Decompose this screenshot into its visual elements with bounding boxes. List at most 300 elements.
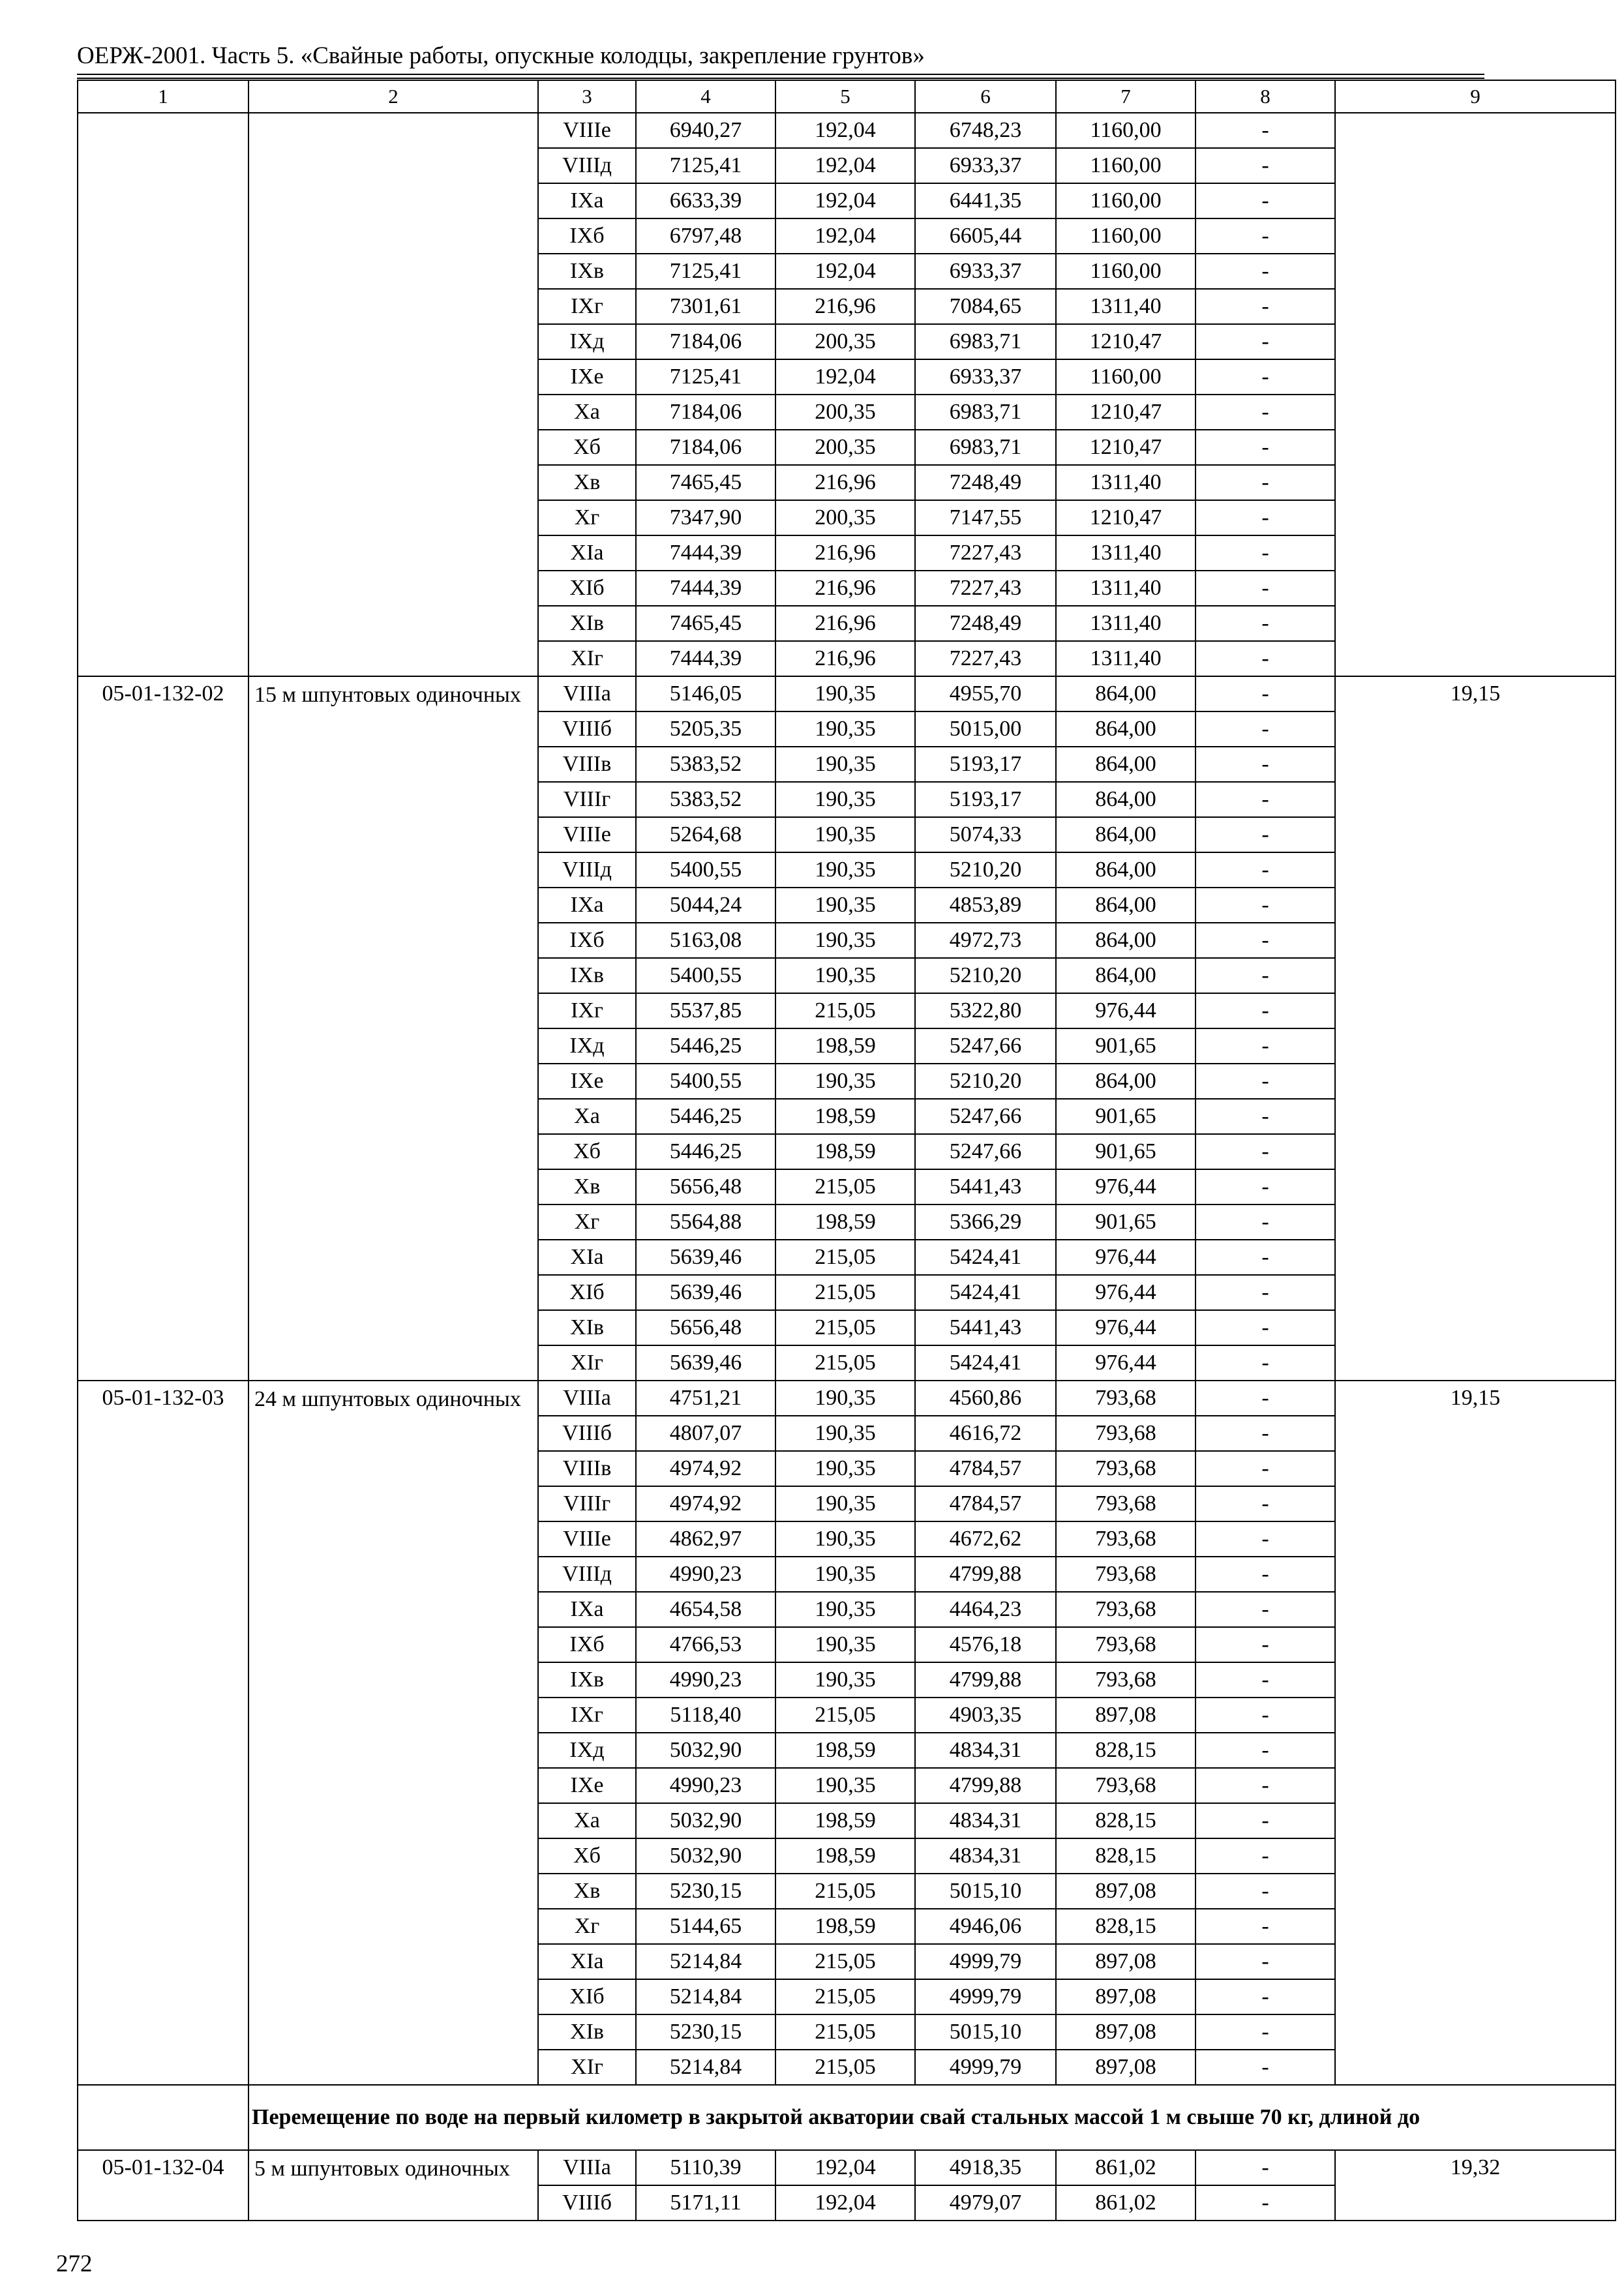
zone-cell: VIIIа xyxy=(538,676,636,711)
wages-cell: 190,35 xyxy=(775,1592,915,1627)
machines-cell: 4903,35 xyxy=(915,1698,1056,1733)
column-number-row xyxy=(78,80,1616,113)
zone-cell: XIг xyxy=(538,641,636,676)
machinist-wages-cell: 828,15 xyxy=(1056,1838,1195,1874)
machines-cell: 4834,31 xyxy=(915,1803,1056,1838)
rate-description-cell: 5 м шпунтовых одиночных xyxy=(248,2150,538,2221)
rate-code-cell: 05-01-132-04 xyxy=(78,2150,248,2221)
machines-cell: 5424,41 xyxy=(915,1345,1056,1381)
machinist-wages-cell: 901,65 xyxy=(1056,1204,1195,1240)
zone-cell: VIIIб xyxy=(538,711,636,747)
total-cost-cell: 5214,84 xyxy=(636,1979,775,2014)
wages-cell: 215,05 xyxy=(775,993,915,1028)
zone-cell: IXд xyxy=(538,1733,636,1768)
machinist-wages-cell: 793,68 xyxy=(1056,1486,1195,1521)
zone-cell: IXд xyxy=(538,324,636,359)
header-rule xyxy=(77,78,1484,79)
materials-cell: - xyxy=(1195,852,1335,888)
machines-cell: 7248,49 xyxy=(915,465,1056,500)
materials-cell: - xyxy=(1195,676,1335,711)
wages-cell: 190,35 xyxy=(775,1486,915,1521)
wages-cell: 215,05 xyxy=(775,1240,915,1275)
materials-cell: - xyxy=(1195,1768,1335,1803)
column-number-cell: 5 xyxy=(775,80,915,113)
rate-description-cell: 15 м шпунтовых одиночных xyxy=(248,676,538,1381)
total-cost-cell: 7184,06 xyxy=(636,395,775,430)
table-row xyxy=(78,2150,1616,2185)
wages-cell: 216,96 xyxy=(775,535,915,571)
machines-cell: 7227,43 xyxy=(915,535,1056,571)
materials-cell: - xyxy=(1195,571,1335,606)
machines-cell: 5424,41 xyxy=(915,1275,1056,1310)
machines-cell: 4784,57 xyxy=(915,1486,1056,1521)
zone-cell: VIIIб xyxy=(538,2185,636,2221)
wages-cell: 190,35 xyxy=(775,1381,915,1416)
wages-cell: 216,96 xyxy=(775,606,915,641)
zone-cell: XIг xyxy=(538,1345,636,1381)
wages-cell: 192,04 xyxy=(775,148,915,183)
page-header: ОЕРЖ-2001. Часть 5. «Свайные работы, опускные колодцы, закрепление грунтов» xyxy=(77,42,925,69)
materials-cell: - xyxy=(1195,1064,1335,1099)
zone-cell: XIг xyxy=(538,2050,636,2085)
zone-cell: IXе xyxy=(538,1064,636,1099)
materials-cell: - xyxy=(1195,1134,1335,1169)
zone-cell: IXа xyxy=(538,1592,636,1627)
machines-cell: 5322,80 xyxy=(915,993,1056,1028)
zone-cell: VIIIг xyxy=(538,782,636,817)
total-cost-cell: 5110,39 xyxy=(636,2150,775,2185)
zone-cell: VIIIе xyxy=(538,113,636,148)
wages-cell: 215,05 xyxy=(775,1944,915,1979)
machines-cell: 6605,44 xyxy=(915,218,1056,254)
wages-cell: 216,96 xyxy=(775,641,915,676)
machines-cell: 5074,33 xyxy=(915,817,1056,852)
materials-cell: - xyxy=(1195,782,1335,817)
machines-cell: 4972,73 xyxy=(915,923,1056,958)
machinist-wages-cell: 864,00 xyxy=(1056,782,1195,817)
wages-cell: 190,35 xyxy=(775,711,915,747)
zone-cell: XIа xyxy=(538,1240,636,1275)
wages-cell: 198,59 xyxy=(775,1733,915,1768)
machinist-wages-cell: 1160,00 xyxy=(1056,218,1195,254)
machines-cell: 4616,72 xyxy=(915,1416,1056,1451)
machinist-wages-cell: 793,68 xyxy=(1056,1627,1195,1662)
materials-cell: - xyxy=(1195,1909,1335,1944)
column-number-cell: 8 xyxy=(1195,80,1335,113)
total-cost-cell: 7125,41 xyxy=(636,148,775,183)
total-cost-cell: 5537,85 xyxy=(636,993,775,1028)
machines-cell: 4784,57 xyxy=(915,1451,1056,1486)
labor-cost-cell xyxy=(1335,113,1616,676)
materials-cell: - xyxy=(1195,1838,1335,1874)
machinist-wages-cell: 1311,40 xyxy=(1056,465,1195,500)
machinist-wages-cell: 897,08 xyxy=(1056,1979,1195,2014)
zone-cell: IXб xyxy=(538,923,636,958)
zone-cell: Xб xyxy=(538,1134,636,1169)
machinist-wages-cell: 897,08 xyxy=(1056,2050,1195,2085)
machines-cell: 4799,88 xyxy=(915,1662,1056,1698)
total-cost-cell: 5383,52 xyxy=(636,782,775,817)
machinist-wages-cell: 793,68 xyxy=(1056,1768,1195,1803)
rate-description-cell xyxy=(248,113,538,676)
zone-cell: VIIIд xyxy=(538,148,636,183)
materials-cell: - xyxy=(1195,289,1335,324)
column-number-cell: 2 xyxy=(248,80,538,113)
zone-cell: Xа xyxy=(538,1099,636,1134)
materials-cell: - xyxy=(1195,1698,1335,1733)
machines-cell: 4834,31 xyxy=(915,1838,1056,1874)
zone-cell: Xа xyxy=(538,395,636,430)
materials-cell: - xyxy=(1195,1169,1335,1204)
machinist-wages-cell: 976,44 xyxy=(1056,1169,1195,1204)
total-cost-cell: 7444,39 xyxy=(636,571,775,606)
rate-code-cell: 05-01-132-03 xyxy=(78,1381,248,2085)
wages-cell: 190,35 xyxy=(775,782,915,817)
total-cost-cell: 5230,15 xyxy=(636,2014,775,2050)
zone-cell: VIIIб xyxy=(538,1416,636,1451)
total-cost-cell: 6633,39 xyxy=(636,183,775,218)
column-number-cell: 1 xyxy=(78,80,248,113)
machines-cell: 5210,20 xyxy=(915,1064,1056,1099)
table-row xyxy=(78,113,1616,148)
materials-cell: - xyxy=(1195,1592,1335,1627)
wages-cell: 198,59 xyxy=(775,1099,915,1134)
materials-cell: - xyxy=(1195,641,1335,676)
machines-cell: 6748,23 xyxy=(915,113,1056,148)
materials-cell: - xyxy=(1195,465,1335,500)
total-cost-cell: 5400,55 xyxy=(636,1064,775,1099)
zone-cell: VIIIв xyxy=(538,1451,636,1486)
machinist-wages-cell: 897,08 xyxy=(1056,1874,1195,1909)
wages-cell: 198,59 xyxy=(775,1838,915,1874)
wages-cell: 200,35 xyxy=(775,395,915,430)
zone-cell: IXв xyxy=(538,254,636,289)
total-cost-cell: 7444,39 xyxy=(636,535,775,571)
machines-cell: 7227,43 xyxy=(915,641,1056,676)
machinist-wages-cell: 1311,40 xyxy=(1056,571,1195,606)
total-cost-cell: 5163,08 xyxy=(636,923,775,958)
total-cost-cell: 4974,92 xyxy=(636,1451,775,1486)
wages-cell: 215,05 xyxy=(775,1275,915,1310)
materials-cell: - xyxy=(1195,1204,1335,1240)
wages-cell: 200,35 xyxy=(775,430,915,465)
machinist-wages-cell: 901,65 xyxy=(1056,1099,1195,1134)
machines-cell: 5193,17 xyxy=(915,747,1056,782)
materials-cell: - xyxy=(1195,1310,1335,1345)
machines-cell: 4979,07 xyxy=(915,2185,1056,2221)
table-body xyxy=(78,80,1616,2221)
materials-cell: - xyxy=(1195,888,1335,923)
materials-cell: - xyxy=(1195,324,1335,359)
wages-cell: 190,35 xyxy=(775,747,915,782)
zone-cell: XIб xyxy=(538,571,636,606)
materials-cell: - xyxy=(1195,2014,1335,2050)
total-cost-cell: 4654,58 xyxy=(636,1592,775,1627)
machinist-wages-cell: 793,68 xyxy=(1056,1662,1195,1698)
machinist-wages-cell: 901,65 xyxy=(1056,1028,1195,1064)
total-cost-cell: 7125,41 xyxy=(636,359,775,395)
machinist-wages-cell: 1160,00 xyxy=(1056,148,1195,183)
wages-cell: 215,05 xyxy=(775,1874,915,1909)
machines-cell: 7248,49 xyxy=(915,606,1056,641)
wages-cell: 198,59 xyxy=(775,1909,915,1944)
machinist-wages-cell: 976,44 xyxy=(1056,1275,1195,1310)
machines-cell: 5441,43 xyxy=(915,1310,1056,1345)
zone-cell: IXб xyxy=(538,218,636,254)
materials-cell: - xyxy=(1195,1557,1335,1592)
wages-cell: 190,35 xyxy=(775,1064,915,1099)
machinist-wages-cell: 793,68 xyxy=(1056,1416,1195,1451)
machinist-wages-cell: 793,68 xyxy=(1056,1381,1195,1416)
wages-cell: 190,35 xyxy=(775,923,915,958)
total-cost-cell: 4990,23 xyxy=(636,1662,775,1698)
machines-cell: 4576,18 xyxy=(915,1627,1056,1662)
total-cost-cell: 7465,45 xyxy=(636,465,775,500)
materials-cell: - xyxy=(1195,1416,1335,1451)
wages-cell: 190,35 xyxy=(775,1662,915,1698)
machines-cell: 4799,88 xyxy=(915,1768,1056,1803)
wages-cell: 216,96 xyxy=(775,465,915,500)
machines-cell: 5366,29 xyxy=(915,1204,1056,1240)
wages-cell: 190,35 xyxy=(775,1768,915,1803)
machines-cell: 5015,10 xyxy=(915,2014,1056,2050)
column-number-cell: 3 xyxy=(538,80,636,113)
materials-cell: - xyxy=(1195,1275,1335,1310)
zone-cell: Xг xyxy=(538,1204,636,1240)
zone-cell: Xв xyxy=(538,1169,636,1204)
zone-cell: VIIIе xyxy=(538,817,636,852)
total-cost-cell: 5639,46 xyxy=(636,1345,775,1381)
zone-cell: Xб xyxy=(538,1838,636,1874)
wages-cell: 215,05 xyxy=(775,1310,915,1345)
total-cost-cell: 5032,90 xyxy=(636,1733,775,1768)
zone-cell: VIIIг xyxy=(538,1486,636,1521)
materials-cell: - xyxy=(1195,359,1335,395)
wages-cell: 190,35 xyxy=(775,1416,915,1451)
materials-cell: - xyxy=(1195,1345,1335,1381)
machines-cell: 4834,31 xyxy=(915,1733,1056,1768)
wages-cell: 198,59 xyxy=(775,1803,915,1838)
total-cost-cell: 6797,48 xyxy=(636,218,775,254)
wages-cell: 192,04 xyxy=(775,2185,915,2221)
machinist-wages-cell: 793,68 xyxy=(1056,1451,1195,1486)
total-cost-cell: 5214,84 xyxy=(636,1944,775,1979)
materials-cell: - xyxy=(1195,254,1335,289)
rate-code-cell xyxy=(78,113,248,676)
machinist-wages-cell: 793,68 xyxy=(1056,1521,1195,1557)
materials-cell: - xyxy=(1195,711,1335,747)
zone-cell: IXе xyxy=(538,1768,636,1803)
wages-cell: 190,35 xyxy=(775,1557,915,1592)
machinist-wages-cell: 1311,40 xyxy=(1056,606,1195,641)
rate-code-cell: 05-01-132-02 xyxy=(78,676,248,1381)
labor-cost-cell: 19,15 xyxy=(1335,676,1616,1381)
materials-cell: - xyxy=(1195,1733,1335,1768)
total-cost-cell: 5383,52 xyxy=(636,747,775,782)
zone-cell: Xа xyxy=(538,1803,636,1838)
machinist-wages-cell: 1210,47 xyxy=(1056,395,1195,430)
machines-cell: 7147,55 xyxy=(915,500,1056,535)
machines-cell: 5210,20 xyxy=(915,958,1056,993)
total-cost-cell: 5171,11 xyxy=(636,2185,775,2221)
materials-cell: - xyxy=(1195,430,1335,465)
labor-cost-cell: 19,32 xyxy=(1335,2150,1616,2221)
materials-cell: - xyxy=(1195,993,1335,1028)
machines-cell: 6983,71 xyxy=(915,430,1056,465)
machinist-wages-cell: 1160,00 xyxy=(1056,359,1195,395)
zone-cell: XIб xyxy=(538,1979,636,2014)
machinist-wages-cell: 1210,47 xyxy=(1056,430,1195,465)
zone-cell: VIIIд xyxy=(538,852,636,888)
zone-cell: IXг xyxy=(538,1698,636,1733)
materials-cell: - xyxy=(1195,1662,1335,1698)
machines-cell: 5441,43 xyxy=(915,1169,1056,1204)
labor-cost-cell: 19,15 xyxy=(1335,1381,1616,2085)
total-cost-cell: 5144,65 xyxy=(636,1909,775,1944)
total-cost-cell: 5044,24 xyxy=(636,888,775,923)
wages-cell: 190,35 xyxy=(775,1521,915,1557)
machines-cell: 5247,66 xyxy=(915,1134,1056,1169)
machinist-wages-cell: 1311,40 xyxy=(1056,641,1195,676)
wages-cell: 216,96 xyxy=(775,571,915,606)
total-cost-cell: 7125,41 xyxy=(636,254,775,289)
machinist-wages-cell: 1210,47 xyxy=(1056,324,1195,359)
total-cost-cell: 5400,55 xyxy=(636,958,775,993)
wages-cell: 190,35 xyxy=(775,958,915,993)
wages-cell: 190,35 xyxy=(775,676,915,711)
machinist-wages-cell: 864,00 xyxy=(1056,747,1195,782)
materials-cell: - xyxy=(1195,535,1335,571)
section-title-row xyxy=(78,2085,1616,2150)
machinist-wages-cell: 1311,40 xyxy=(1056,289,1195,324)
zone-cell: XIв xyxy=(538,1310,636,1345)
total-cost-cell: 5656,48 xyxy=(636,1310,775,1345)
materials-cell: - xyxy=(1195,1521,1335,1557)
zone-cell: VIIIв xyxy=(538,747,636,782)
zone-cell: XIа xyxy=(538,535,636,571)
wages-cell: 215,05 xyxy=(775,1698,915,1733)
total-cost-cell: 5639,46 xyxy=(636,1275,775,1310)
machinist-wages-cell: 1160,00 xyxy=(1056,254,1195,289)
machinist-wages-cell: 861,02 xyxy=(1056,2185,1195,2221)
zone-cell: Xв xyxy=(538,465,636,500)
total-cost-cell: 5656,48 xyxy=(636,1169,775,1204)
machines-cell: 5424,41 xyxy=(915,1240,1056,1275)
machinist-wages-cell: 976,44 xyxy=(1056,1345,1195,1381)
wages-cell: 215,05 xyxy=(775,2014,915,2050)
machines-cell: 5210,20 xyxy=(915,852,1056,888)
wages-cell: 190,35 xyxy=(775,888,915,923)
machinist-wages-cell: 897,08 xyxy=(1056,2014,1195,2050)
machines-cell: 4999,79 xyxy=(915,2050,1056,2085)
zone-cell: IXд xyxy=(538,1028,636,1064)
total-cost-cell: 5264,68 xyxy=(636,817,775,852)
machinist-wages-cell: 901,65 xyxy=(1056,1134,1195,1169)
materials-cell: - xyxy=(1195,1451,1335,1486)
column-number-cell: 7 xyxy=(1056,80,1195,113)
wages-cell: 198,59 xyxy=(775,1028,915,1064)
wages-cell: 192,04 xyxy=(775,359,915,395)
wages-cell: 192,04 xyxy=(775,218,915,254)
machines-cell: 4999,79 xyxy=(915,1979,1056,2014)
machinist-wages-cell: 976,44 xyxy=(1056,1310,1195,1345)
machinist-wages-cell: 976,44 xyxy=(1056,1240,1195,1275)
materials-cell: - xyxy=(1195,1944,1335,1979)
materials-cell: - xyxy=(1195,2185,1335,2221)
total-cost-cell: 5446,25 xyxy=(636,1028,775,1064)
machines-cell: 5193,17 xyxy=(915,782,1056,817)
materials-cell: - xyxy=(1195,817,1335,852)
machines-cell: 6933,37 xyxy=(915,148,1056,183)
wages-cell: 190,35 xyxy=(775,1451,915,1486)
machines-cell: 4955,70 xyxy=(915,676,1056,711)
machinist-wages-cell: 1210,47 xyxy=(1056,500,1195,535)
total-cost-cell: 7465,45 xyxy=(636,606,775,641)
zone-cell: VIIIд xyxy=(538,1557,636,1592)
table-row xyxy=(78,676,1616,711)
table-row xyxy=(78,1381,1616,1416)
materials-cell: - xyxy=(1195,923,1335,958)
machines-cell: 4560,86 xyxy=(915,1381,1056,1416)
machinist-wages-cell: 864,00 xyxy=(1056,923,1195,958)
total-cost-cell: 5400,55 xyxy=(636,852,775,888)
total-cost-cell: 4990,23 xyxy=(636,1557,775,1592)
total-cost-cell: 7301,61 xyxy=(636,289,775,324)
machines-cell: 4799,88 xyxy=(915,1557,1056,1592)
materials-cell: - xyxy=(1195,148,1335,183)
machines-cell: 4672,62 xyxy=(915,1521,1056,1557)
zone-cell: XIб xyxy=(538,1275,636,1310)
materials-cell: - xyxy=(1195,1240,1335,1275)
total-cost-cell: 7444,39 xyxy=(636,641,775,676)
machines-cell: 5015,10 xyxy=(915,1874,1056,1909)
wages-cell: 198,59 xyxy=(775,1134,915,1169)
total-cost-cell: 5564,88 xyxy=(636,1204,775,1240)
column-number-cell: 9 xyxy=(1335,80,1616,113)
wages-cell: 216,96 xyxy=(775,289,915,324)
materials-cell: - xyxy=(1195,2050,1335,2085)
materials-cell: - xyxy=(1195,1381,1335,1416)
materials-cell: - xyxy=(1195,113,1335,148)
zone-cell: XIа xyxy=(538,1944,636,1979)
machinist-wages-cell: 897,08 xyxy=(1056,1698,1195,1733)
zone-cell: Xг xyxy=(538,500,636,535)
total-cost-cell: 4862,97 xyxy=(636,1521,775,1557)
total-cost-cell: 5639,46 xyxy=(636,1240,775,1275)
wages-cell: 215,05 xyxy=(775,2050,915,2085)
zone-cell: IXв xyxy=(538,1662,636,1698)
machinist-wages-cell: 828,15 xyxy=(1056,1733,1195,1768)
wages-cell: 192,04 xyxy=(775,2150,915,2185)
rate-description-cell: 24 м шпунтовых одиночных xyxy=(248,1381,538,2085)
machinist-wages-cell: 864,00 xyxy=(1056,958,1195,993)
total-cost-cell: 5146,05 xyxy=(636,676,775,711)
machinist-wages-cell: 828,15 xyxy=(1056,1803,1195,1838)
machinist-wages-cell: 976,44 xyxy=(1056,993,1195,1028)
wages-cell: 215,05 xyxy=(775,1979,915,2014)
machines-cell: 5015,00 xyxy=(915,711,1056,747)
machinist-wages-cell: 828,15 xyxy=(1056,1909,1195,1944)
materials-cell: - xyxy=(1195,1627,1335,1662)
header-rule xyxy=(77,74,1484,75)
total-cost-cell: 5446,25 xyxy=(636,1099,775,1134)
zone-cell: IXб xyxy=(538,1627,636,1662)
machines-cell: 6441,35 xyxy=(915,183,1056,218)
machinist-wages-cell: 864,00 xyxy=(1056,852,1195,888)
total-cost-cell: 5032,90 xyxy=(636,1838,775,1874)
zone-cell: Xв xyxy=(538,1874,636,1909)
total-cost-cell: 7184,06 xyxy=(636,324,775,359)
